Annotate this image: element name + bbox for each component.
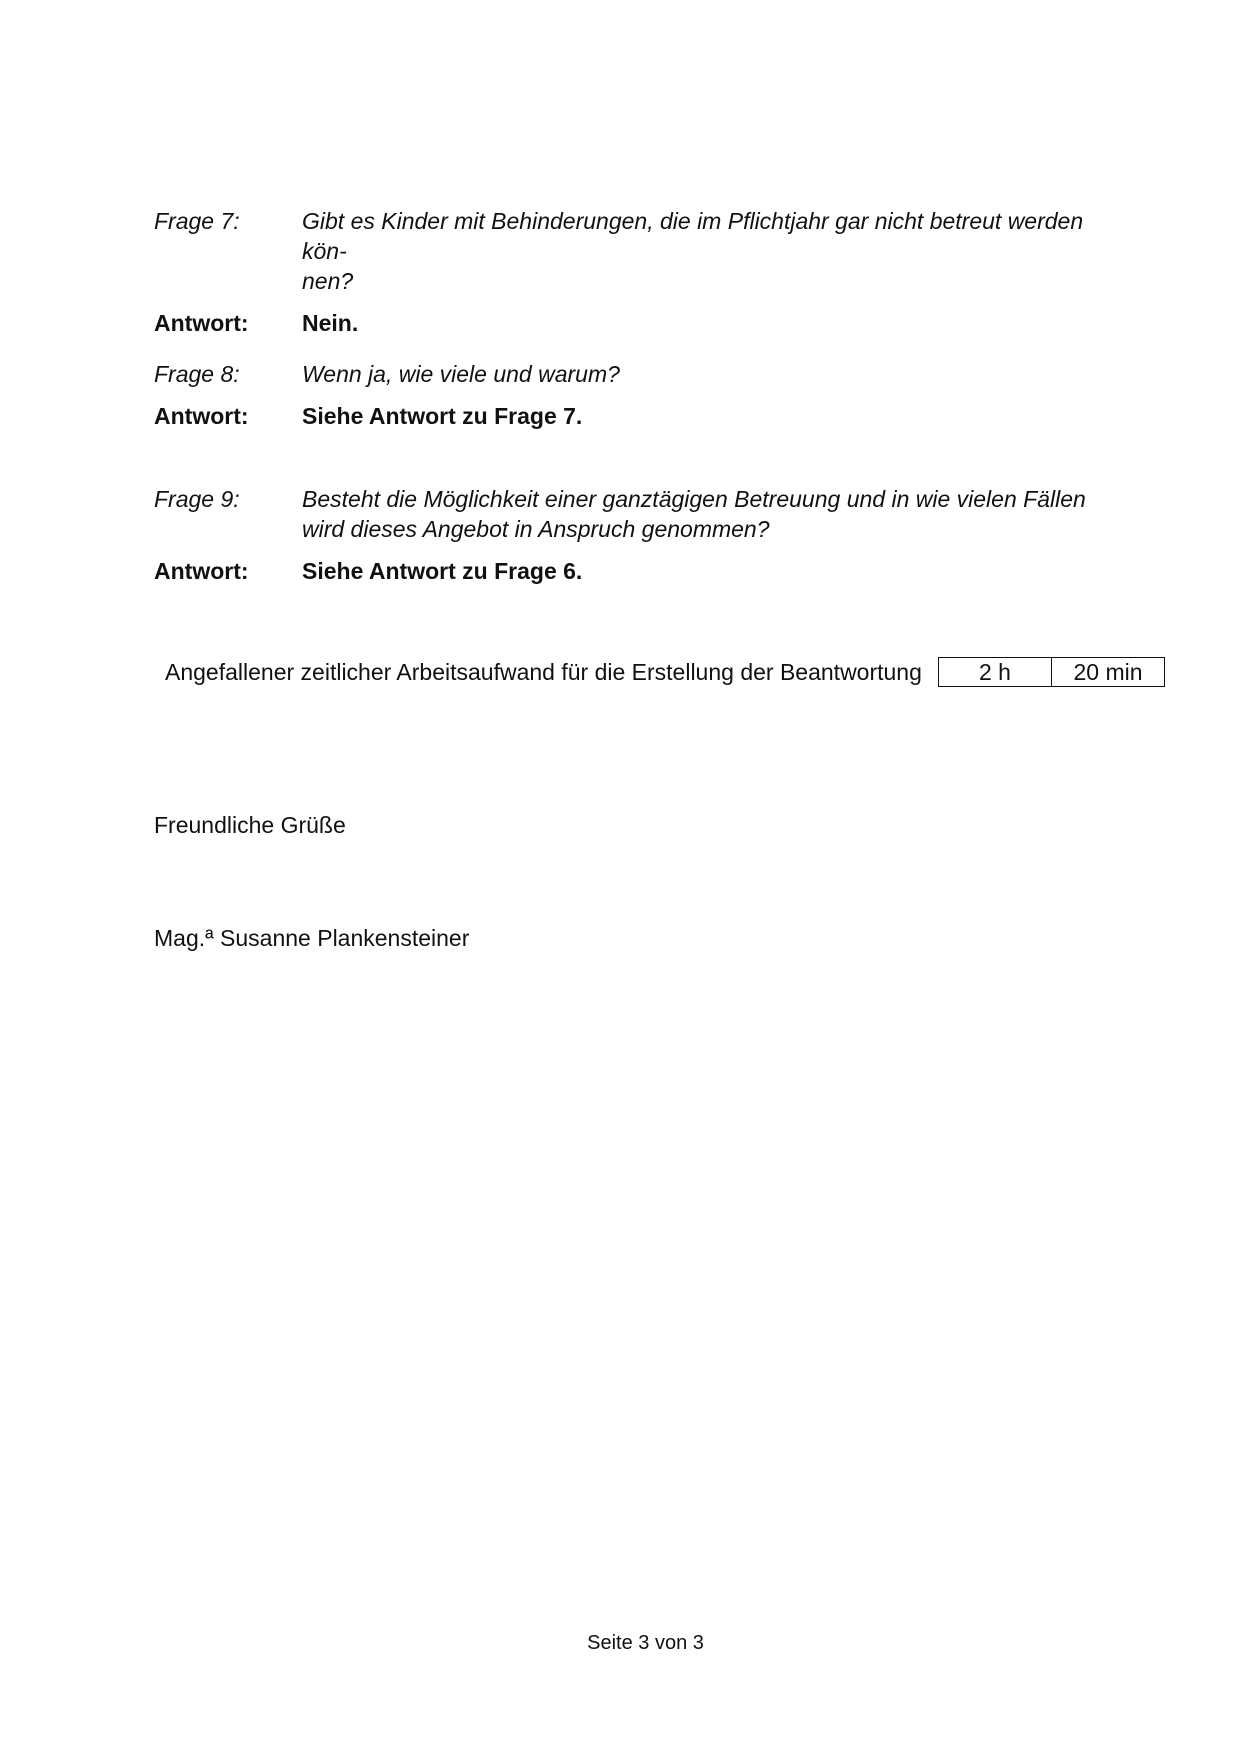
question-text: Wenn ja, wie viele und warum? (302, 361, 620, 387)
closing-greeting: Freundliche Grüße (154, 812, 346, 838)
answer-row (154, 308, 1134, 338)
effort-label: Angefallener zeitlicher Arbeitsaufwand für die Erstellung der Beantwortung (165, 659, 922, 685)
answer-text: Siehe Antwort zu Frage 7. (302, 403, 583, 429)
effort-minutes: 20 min (1051, 658, 1164, 686)
signature-name: Mag.ª Susanne Plankensteiner (154, 925, 470, 951)
qa-block-8 (154, 359, 1134, 431)
answer-text: Siehe Antwort zu Frage 6. (302, 558, 583, 584)
effort-table (938, 657, 1165, 687)
question-row (154, 484, 1134, 544)
answer-row (154, 556, 1134, 586)
effort-hours: 2 h (979, 659, 1011, 685)
question-row (154, 206, 1134, 296)
question-text: Besteht die Möglichkeit einer ganztägigen Betreuung und in wie vielen Fällen wird dieses Angebot in Anspruch genommen? (302, 486, 1086, 542)
question-text: Gibt es Kinder mit Behinderungen, die im Pflichtjahr gar nicht betreut werden kön- nen? (302, 208, 1084, 294)
answer-label: Antwort: (154, 403, 249, 429)
question-label: Frage 8: (154, 361, 240, 387)
question-row (154, 359, 1134, 389)
answer-label: Antwort: (154, 310, 249, 336)
answer-label: Antwort: (154, 558, 249, 584)
answer-text: Nein. (302, 310, 359, 336)
qa-block-7 (154, 206, 1134, 338)
answer-row (154, 401, 1134, 431)
question-label: Frage 7: (154, 208, 240, 234)
effort-row (165, 657, 1165, 687)
page-footer: Seite 3 von 3 (587, 1632, 704, 1654)
question-label: Frage 9: (154, 486, 240, 512)
qa-block-9 (154, 484, 1134, 586)
